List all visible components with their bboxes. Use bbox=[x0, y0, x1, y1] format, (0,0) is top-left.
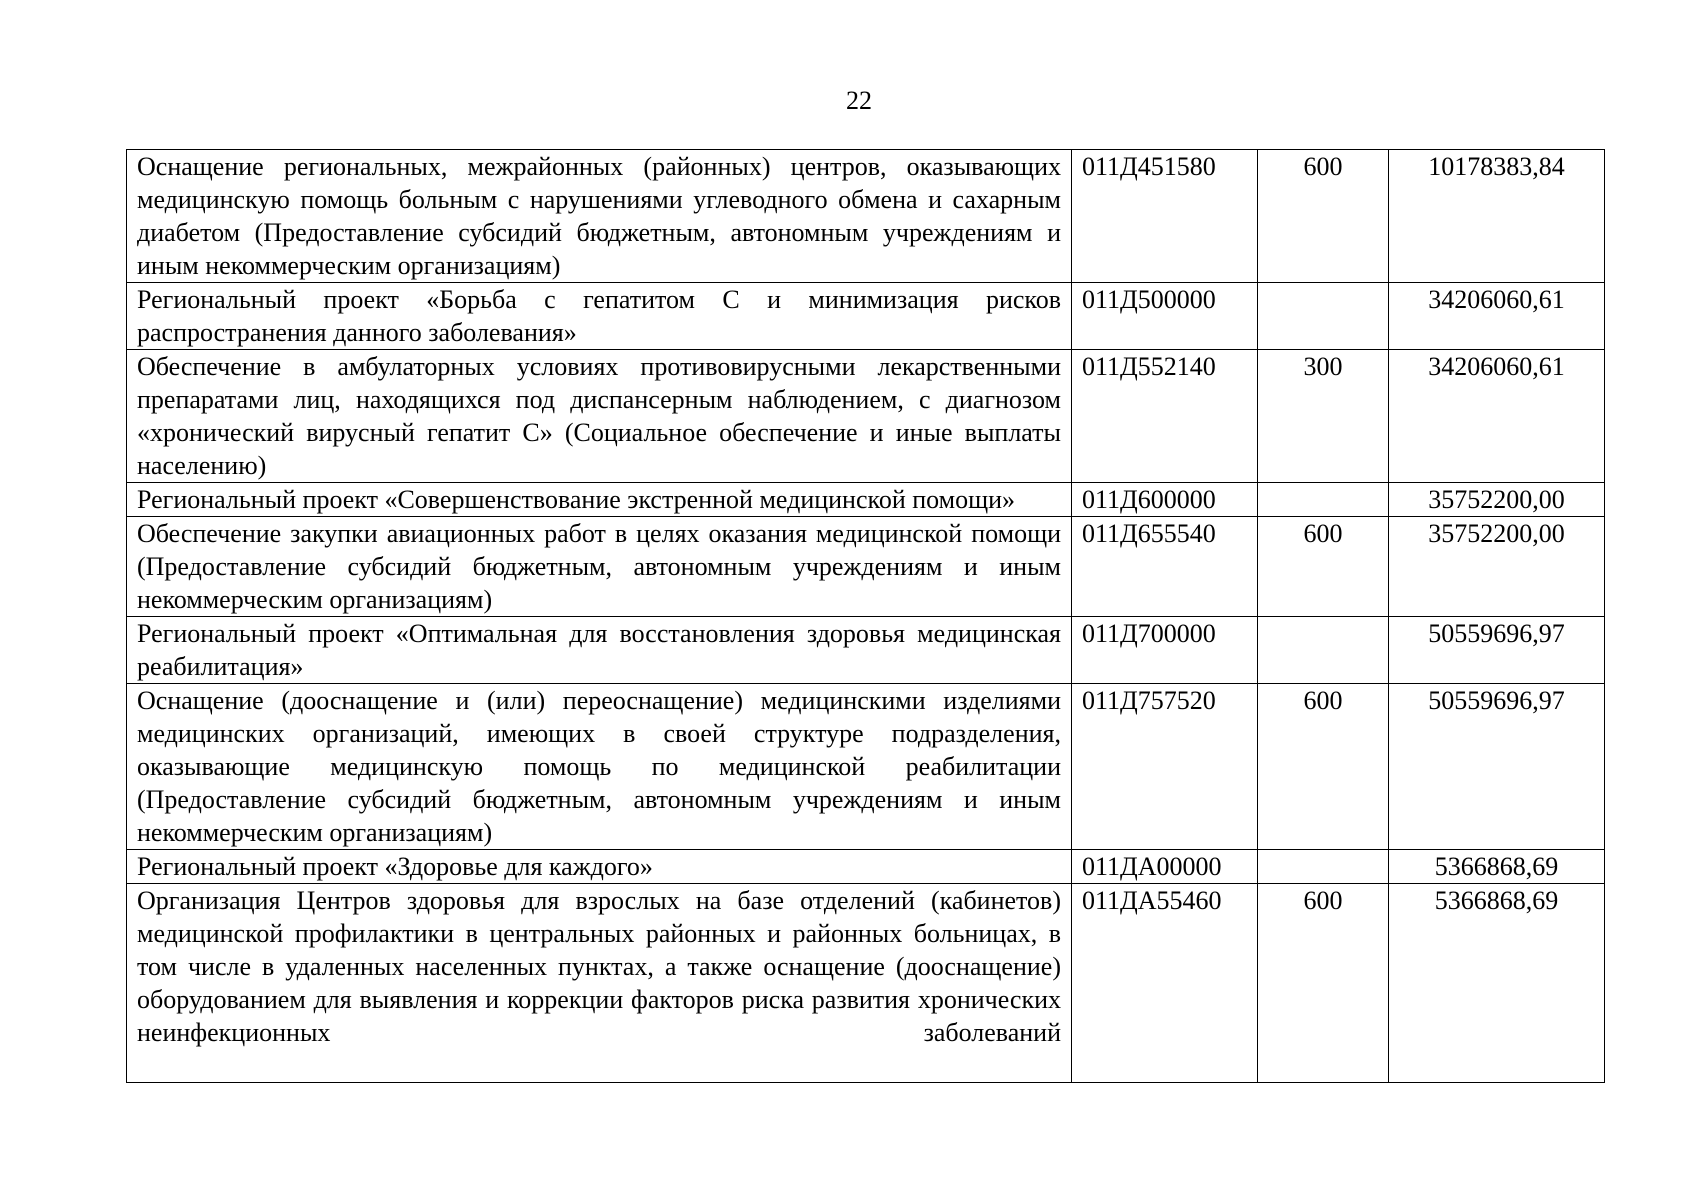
table-row bbox=[127, 850, 1605, 884]
row-expense-type bbox=[1258, 850, 1389, 884]
row-expense-type bbox=[1258, 483, 1389, 517]
row-code: 011ДА00000 bbox=[1072, 850, 1258, 884]
row-expense-type: 600 bbox=[1258, 884, 1389, 1083]
row-code: 011Д655540 bbox=[1072, 517, 1258, 617]
row-code: 011Д451580 bbox=[1072, 150, 1258, 283]
row-amount: 50559696,97 bbox=[1389, 617, 1605, 684]
row-description: Обеспечение в амбулаторных условиях противовирусными лекарственными препаратами лиц, находящихся под диспансерным наблюдением, с диагнозом «хронический вирусный гепатит С» (Социальное обеспечение и иные выплаты населению) bbox=[127, 350, 1072, 483]
row-description: Оснащение региональных, межрайонных (районных) центров, оказывающих медицинскую помощь больным с нарушениями углеводного обмена и сахарным диабетом (Предоставление субсидий бюджетным, автономным учреждениям и иным некоммерческим организациям) bbox=[127, 150, 1072, 283]
table-row bbox=[127, 884, 1605, 1083]
row-amount: 35752200,00 bbox=[1389, 517, 1605, 617]
row-description: Региональный проект «Оптимальная для восстановления здоровья медицинская реабилитация» bbox=[127, 617, 1072, 684]
row-amount: 34206060,61 bbox=[1389, 350, 1605, 483]
row-code: 011Д700000 bbox=[1072, 617, 1258, 684]
row-expense-type: 600 bbox=[1258, 684, 1389, 850]
row-code: 011Д500000 bbox=[1072, 283, 1258, 350]
row-code: 011Д600000 bbox=[1072, 483, 1258, 517]
row-expense-type: 600 bbox=[1258, 150, 1389, 283]
budget-table bbox=[126, 149, 1605, 1083]
row-amount: 35752200,00 bbox=[1389, 483, 1605, 517]
table-row bbox=[127, 517, 1605, 617]
row-amount: 50559696,97 bbox=[1389, 684, 1605, 850]
row-expense-type: 300 bbox=[1258, 350, 1389, 483]
row-amount: 10178383,84 bbox=[1389, 150, 1605, 283]
row-description: Оснащение (дооснащение и (или) переоснащение) медицинскими изделиями медицинских организаций, имеющих в своей структуре подразделения, оказывающие медицинскую помощь по медицинской реабилитации (Предоставление субсидий бюджетным, автономным учреждениям и иным некоммерческим организациям) bbox=[127, 684, 1072, 850]
row-description: Организация Центров здоровья для взрослых на базе отделений (кабинетов) медицинской профилактики в центральных районных и районных больницах, в том числе в удаленных населенных пунктах, а также оснащение (дооснащение) оборудованием для выявления и коррекции факторов риска развития хронических неинфекционных заболеваний bbox=[137, 886, 1061, 1047]
row-description: Региональный проект «Борьба с гепатитом С и минимизация рисков распространения данного заболевания» bbox=[127, 283, 1072, 350]
row-code: 011ДА55460 bbox=[1072, 884, 1258, 1083]
table-row bbox=[127, 283, 1605, 350]
row-description: Обеспечение закупки авиационных работ в целях оказания медицинской помощи (Предоставление субсидий бюджетным, автономным учреждениям и иным некоммерческим организациям) bbox=[127, 517, 1072, 617]
table-row bbox=[127, 350, 1605, 483]
table-row bbox=[127, 150, 1605, 283]
table-row bbox=[127, 483, 1605, 517]
table-row bbox=[127, 684, 1605, 850]
row-expense-type bbox=[1258, 617, 1389, 684]
row-code: 011Д757520 bbox=[1072, 684, 1258, 850]
row-expense-type: 600 bbox=[1258, 517, 1389, 617]
row-amount: 5366868,69 bbox=[1389, 884, 1605, 1083]
row-description: Региональный проект «Совершенствование экстренной медицинской помощи» bbox=[127, 483, 1072, 517]
row-amount: 5366868,69 bbox=[1389, 850, 1605, 884]
table-row bbox=[127, 617, 1605, 684]
page-number: 22 bbox=[846, 86, 872, 115]
row-code: 011Д552140 bbox=[1072, 350, 1258, 483]
row-description-cell bbox=[127, 884, 1072, 1083]
row-description: Региональный проект «Здоровье для каждого» bbox=[127, 850, 1072, 884]
row-expense-type bbox=[1258, 283, 1389, 350]
row-amount: 34206060,61 bbox=[1389, 283, 1605, 350]
